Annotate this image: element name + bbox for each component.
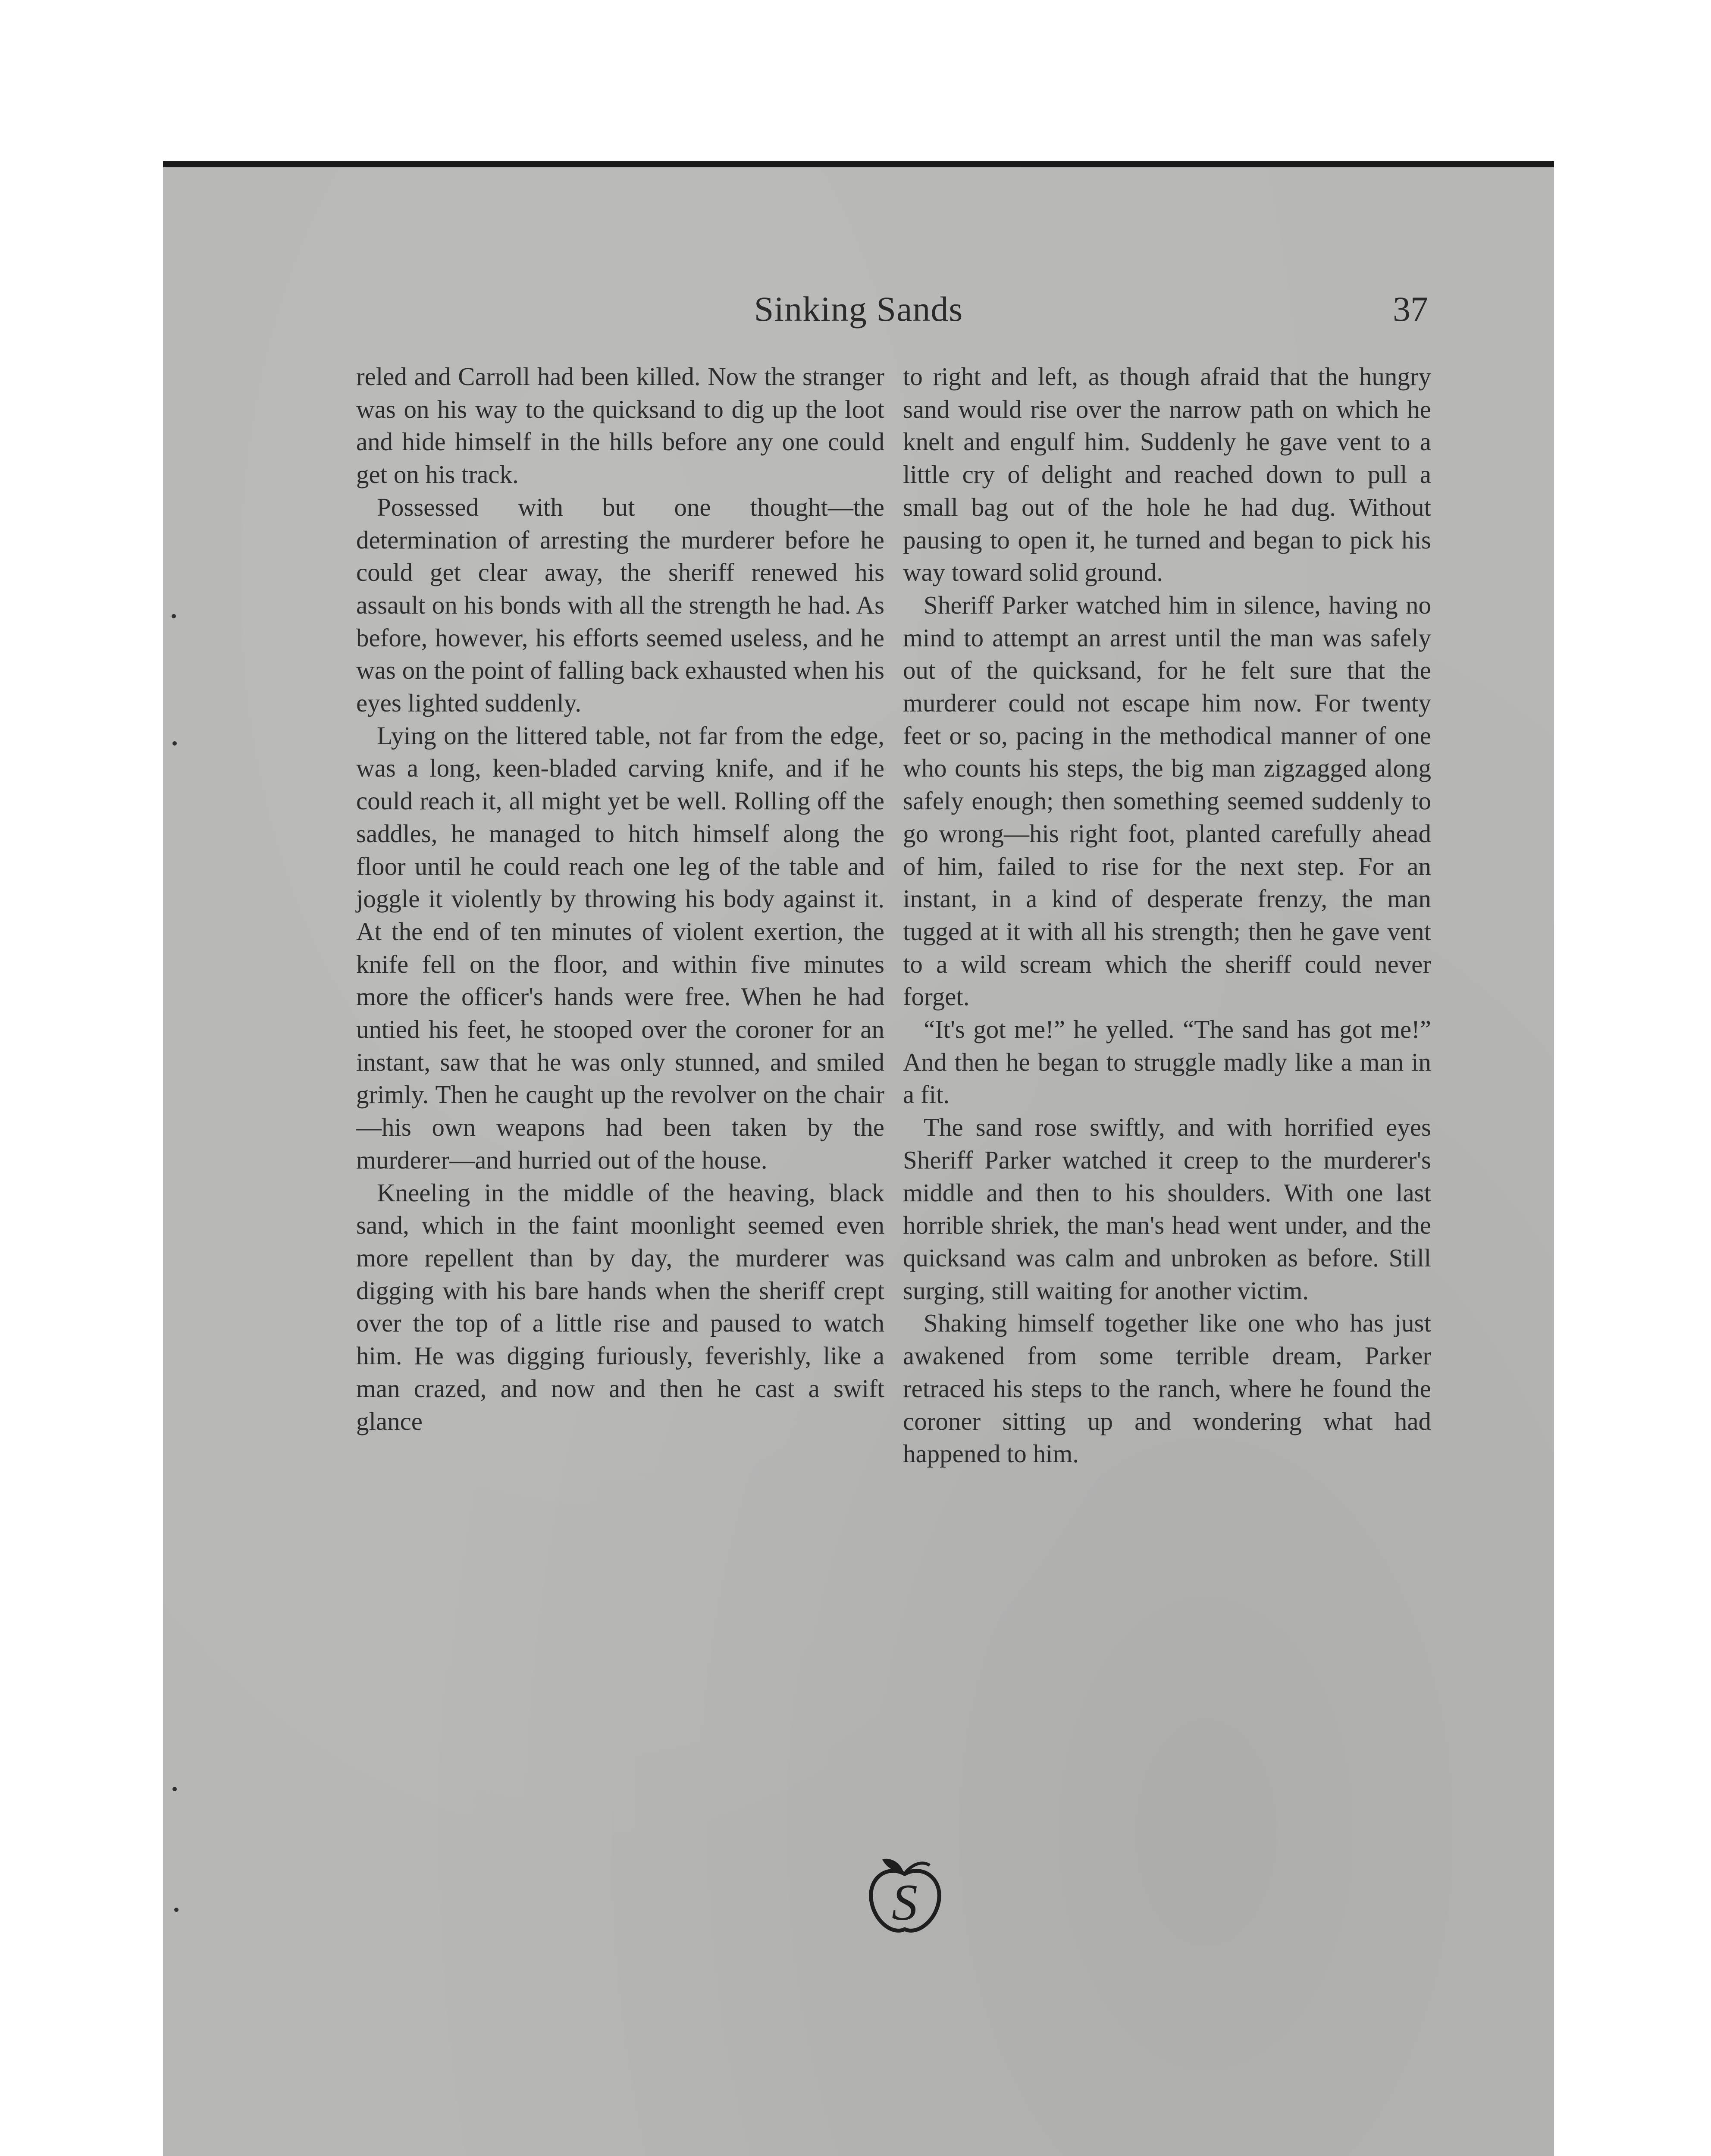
page-number: 37 (1393, 289, 1428, 329)
paragraph: to right and left, as though afraid that the hungry sand would rise over the narrow path on which he knelt and engulf him. Suddenly he gave vent to a little cry of delight and reached down to pull a small bag out of the hole he had dug. Without pausing to open it, he turned and began to pick his way toward solid ground. (903, 362, 1431, 587)
monogram-letter: S (892, 1874, 918, 1931)
paragraph: reled and Carroll had been killed. Now the stranger was on his way to the quicksand to dig up the loot and hide himself in the hills before any one could get on his track. (356, 362, 884, 489)
book-page (163, 161, 1554, 2156)
binding-hole-mark (172, 614, 176, 618)
paragraph: Sheriff Parker watched him in silence, having no mind to attempt an arrest until the man was safely out of the quicksand, for he felt sure that the murderer could not escape him now. For twenty feet or so, pacing in the methodical manner of one who counts his steps, the big man zigzagged along safely enough; then something seemed suddenly to go wrong—his right foot, planted carefully ahead of him, failed to rise for the next step. For an instant, in a kind of desperate frenzy, the man tugged at it with all his strength; then he gave vent to a wild scream which the sheriff could never forget. (903, 590, 1431, 1011)
apple-s-monogram-icon (862, 1847, 948, 1942)
paragraph: Lying on the littered table, not far from the edge, was a long, keen-bladed carving knife, and if he could reach it, all might yet be well. Rolling off the saddles, he managed to hitch himself along the floor until he could reach one leg of the table and joggle it violently by throwing his body against it. At the end of ten minutes of violent exertion, the knife fell on the floor, and within five minutes more the officer's hands were free. When he had untied his feet, he stooped over the coroner for an instant, saw that he was only stunned, and smiled grimly. Then he caught up the revolver on the chair—his own weapons had been taken by the murderer—and hurried out of the house. (356, 721, 884, 1174)
paragraph: Possessed with but one thought—the determination of arresting the murderer before he could get clear away, the sheriff renewed his assault on his bonds with all the strength he had. As before, however, his efforts seemed useless, and he was on the point of falling back exhausted when his eyes lighted suddenly. (356, 492, 884, 718)
binding-hole-mark (172, 741, 177, 746)
running-header-title: Sinking Sands (754, 289, 963, 329)
top-edge-rule (163, 161, 1554, 167)
binding-hole-mark (174, 1908, 179, 1912)
paragraph: “It's got me!” he yelled. “The sand has got me!” And then he began to struggle madly like a man in a fit. (903, 1015, 1431, 1109)
right-text-column (903, 360, 1431, 1470)
paragraph: Kneeling in the middle of the heaving, black sand, which in the faint moonlight seemed even more repellent than by day, the murderer was digging with his bare hands when the sheriff crept over the top of a little rise and paused to watch him. He was digging furiously, feverishly, like a man crazed, and now and then he cast a swift glance (356, 1178, 884, 1435)
binding-hole-mark (172, 1787, 177, 1791)
paragraph: The sand rose swiftly, and with horrified eyes Sheriff Parker watched it creep to the murderer's middle and then to his shoulders. With one last horrible shriek, the man's head went under, and the quicksand was calm and unbroken as before. Still surging, still waiting for another victim. (903, 1113, 1431, 1305)
left-text-column (356, 360, 884, 1438)
paragraph: Shaking himself together like one who has just awakened from some terrible dream, Parker retraced his steps to the ranch, where he found the coroner sitting up and wondering what had happened to him. (903, 1309, 1431, 1468)
